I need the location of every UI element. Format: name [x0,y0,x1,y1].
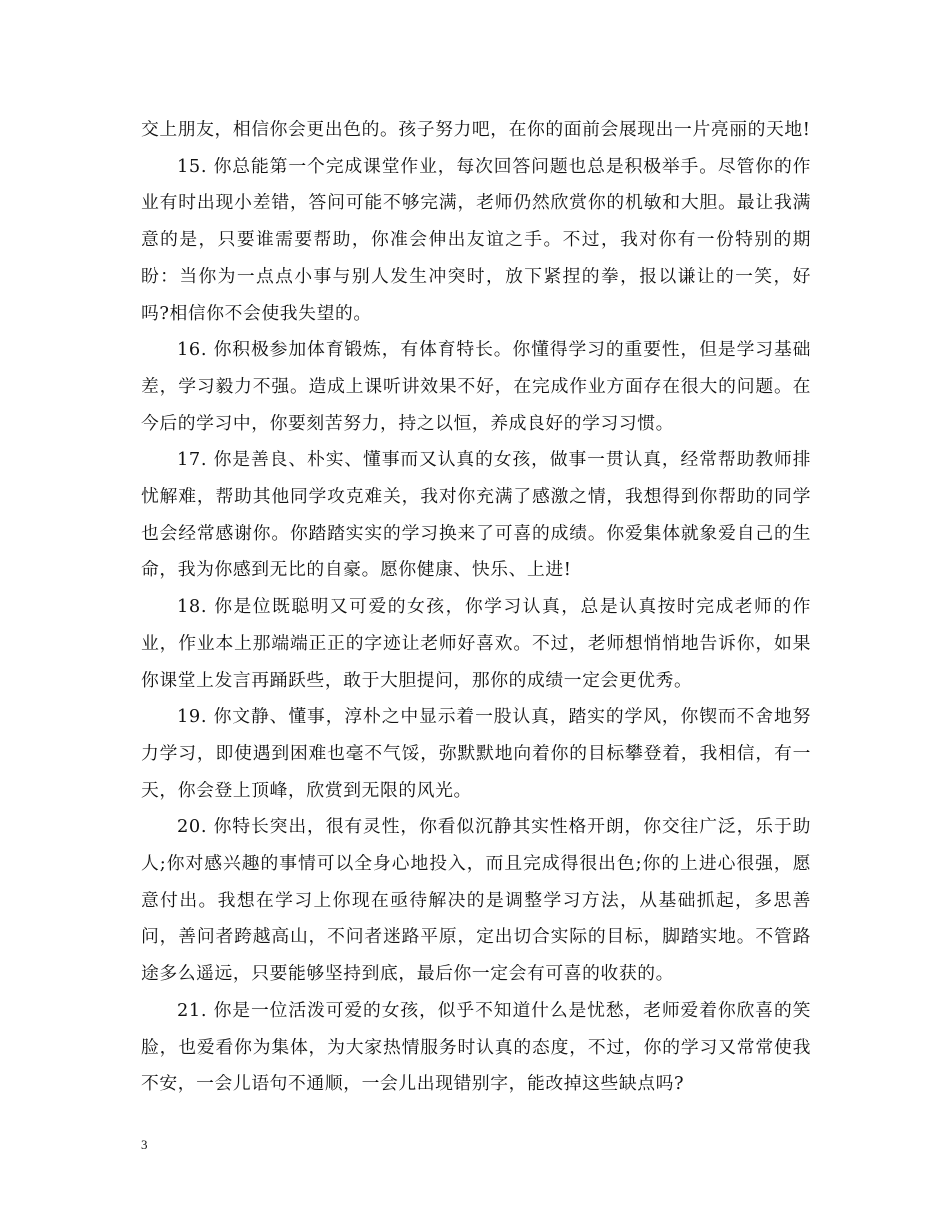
page-content [141,112,811,1103]
page-number: 3 [141,1137,148,1152]
comment-paragraph-19: 19. 你文静、懂事，淳朴之中显示着一股认真，踏实的学风，你锲而不舍地努力学习，即使遇到困难也毫不气馁，弥默默地向着你的目标攀登着，我相信，有一天，你会登上顶峰，欣赏到无限的风光。 [141,706,811,801]
paragraph-continuation: 交上朋友，相信你会更出色的。孩子努力吧，在你的面前会展现出一片亮丽的天地! [141,119,811,140]
comment-paragraph-16: 16. 你积极参加体育锻炼，有体育特长。你懂得学习的重要性，但是学习基础差，学习毅力不强。造成上课听讲效果不好，在完成作业方面存在很大的问题。在今后的学习中，你要刻苦努力，持之以恒，养成良好的学习习惯。 [141,339,811,434]
comment-paragraph-15: 15. 你总能第一个完成课堂作业，每次回答问题也总是积极举手。尽管你的作业有时出现小差错，答问可能不够完满，老师仍然欣赏你的机敏和大胆。最让我满意的是，只要谁需要帮助，你准会伸出友谊之手。不过，我对你有一份特别的期盼：当你为一点点小事与别人发生冲突时，放下紧捏的拳，报以谦让的一笑，好吗?相信你不会使我失望的。 [141,155,811,324]
comment-paragraph-17: 17. 你是善良、朴实、懂事而又认真的女孩，做事一贯认真，经常帮助教师排忧解难，帮助其他同学攻克难关，我对你充满了感激之情，我想得到你帮助的同学也会经常感谢你。你踏踏实实的学习换来了可喜的成绩。你爱集体就象爱自己的生命，我为你感到无比的自豪。愿你健康、快乐、上进! [141,449,811,581]
comment-paragraph-18: 18. 你是位既聪明又可爱的女孩，你学习认真，总是认真按时完成老师的作业，作业本上那端端正正的字迹让老师好喜欢。不过，老师想悄悄地告诉你，如果你课堂上发言再踊跃些，敢于大胆提问，那你的成绩一定会更优秀。 [141,596,811,691]
comment-paragraph-21: 21. 你是一位活泼可爱的女孩，似乎不知道什么是忧愁，老师爱着你欣喜的笑脸，也爱看你为集体，为大家热情服务时认真的态度，不过，你的学习又常常使我不安，一会儿语句不通顺，一会儿出现错别字，能改掉这些缺点吗? [141,999,811,1095]
comment-paragraph-20: 20. 你特长突出，很有灵性，你看似沉静其实性格开朗，你交往广泛，乐于助人;你对感兴趣的事情可以全身心地投入，而且完成得很出色;你的上进心很强，愿意付出。我想在学习上你现在亟待解决的是调整学习方法，从基础抓起，多思善问，善问者跨越高山，不问者迷路平原，定出切合实际的目标，脚踏实地。不管路途多么遥远，只要能够坚持到底，最后你一定会有可喜的收获的。 [141,816,811,985]
